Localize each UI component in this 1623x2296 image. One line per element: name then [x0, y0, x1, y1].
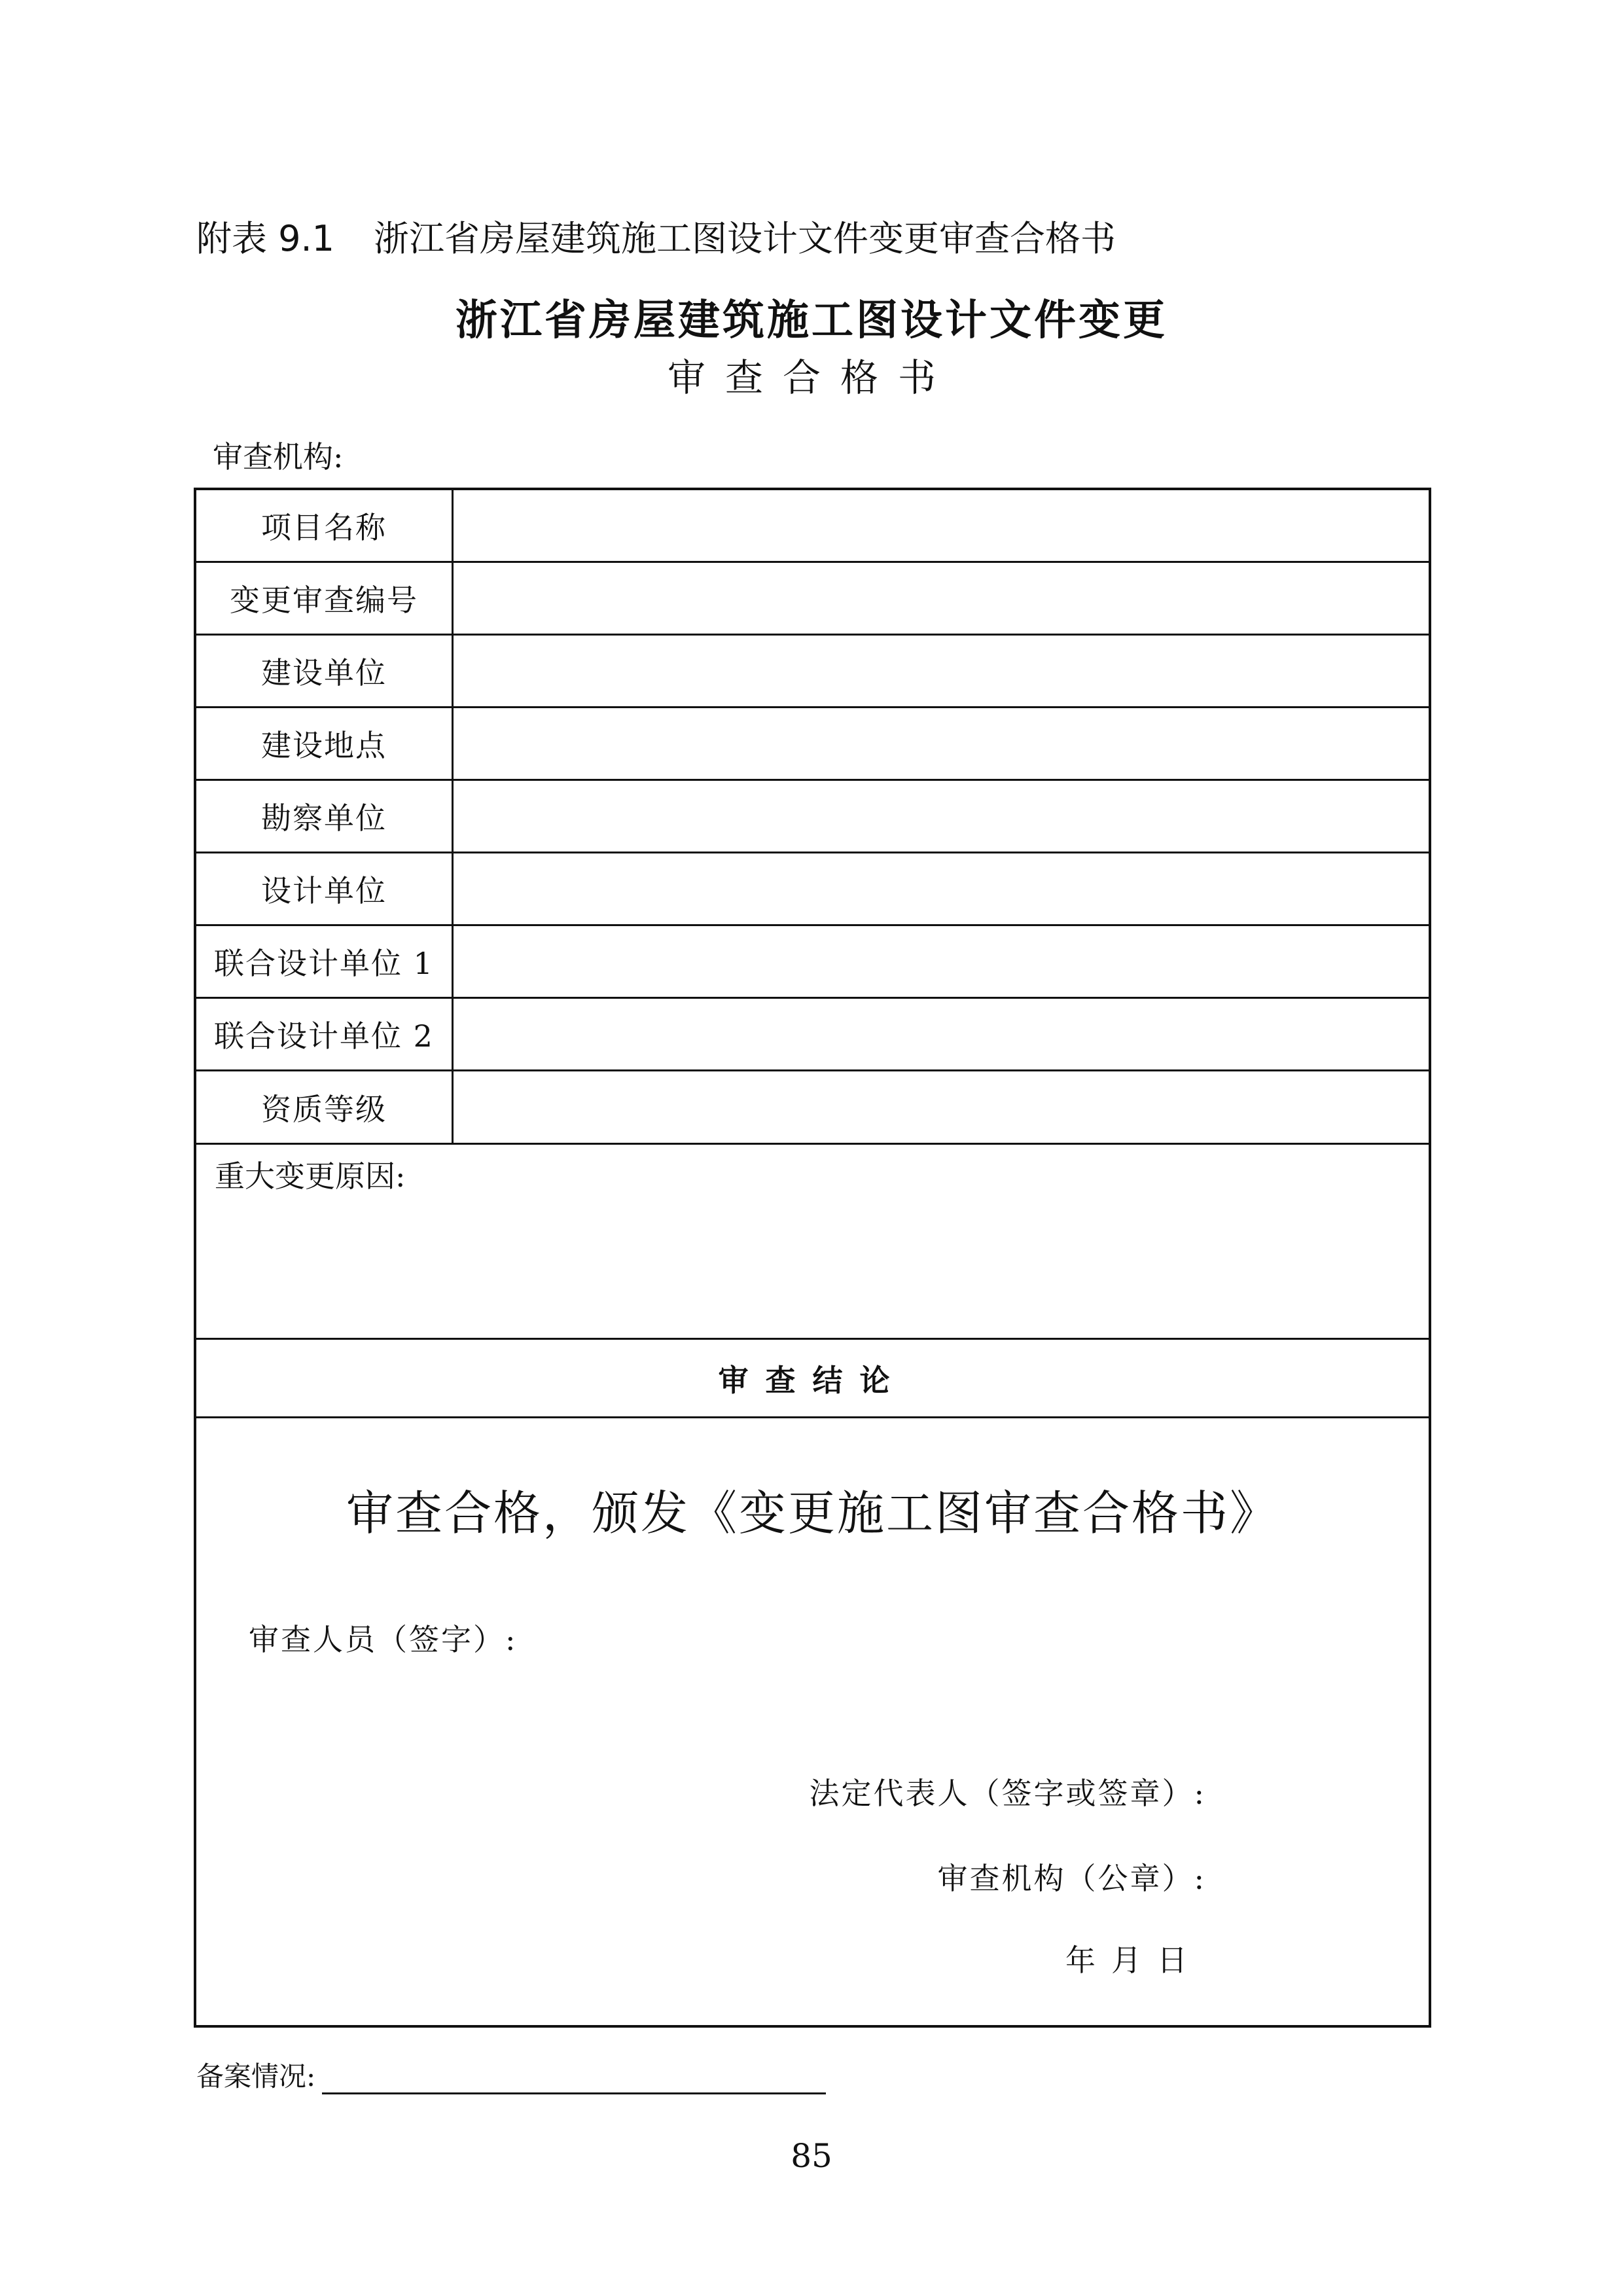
field-value-project-name[interactable]	[454, 490, 1429, 561]
date-label: 年月日	[1065, 1943, 1203, 1978]
appendix-label: 附表 9.1	[196, 218, 335, 259]
page-number: 85	[791, 2137, 832, 2175]
field-row-survey-unit	[196, 781, 1429, 853]
legal-representative-signature-label: 法定代表人（签字或签章）:	[809, 1776, 1206, 1811]
filing-status	[196, 2055, 826, 2094]
field-label: 联合设计单位 1	[196, 926, 454, 997]
review-org-label: 审查机构:	[213, 439, 344, 475]
appendix-heading	[196, 211, 1116, 261]
field-value-design-unit[interactable]	[454, 853, 1429, 924]
field-label: 变更审查编号	[196, 563, 454, 634]
review-org-seal-label: 审查机构（公章）:	[937, 1861, 1206, 1896]
field-label: 联合设计单位 2	[196, 999, 454, 1069]
filing-status-line[interactable]	[322, 2062, 826, 2094]
field-row-design-unit	[196, 853, 1429, 926]
field-value-survey-unit[interactable]	[454, 781, 1429, 852]
field-value-joint-design-unit-2[interactable]	[454, 999, 1429, 1069]
field-row-qualification-grade	[196, 1071, 1429, 1145]
certificate-form	[194, 488, 1431, 2028]
field-row-joint-design-unit-1	[196, 926, 1429, 999]
field-row-construction-unit	[196, 636, 1429, 708]
review-conclusion-header: 审查结论	[196, 1340, 1429, 1418]
field-row-construction-site	[196, 708, 1429, 781]
reviewer-signature-label: 审查人员（签字）:	[249, 1622, 518, 1657]
major-change-reason-label: 重大变更原因:	[215, 1158, 406, 1194]
field-value-construction-unit[interactable]	[454, 636, 1429, 706]
field-row-joint-design-unit-2	[196, 999, 1429, 1071]
filing-status-label: 备案情况:	[196, 2060, 316, 2092]
appendix-title: 浙江省房屋建筑施工图设计文件变更审查合格书	[374, 218, 1116, 259]
review-verdict: 审查合格，颁发《变更施工图审查合格书》	[346, 1486, 1279, 1541]
field-label: 设计单位	[196, 853, 454, 924]
document-title: 浙江省房屋建筑施工图设计文件变更	[455, 296, 1168, 345]
field-label: 勘察单位	[196, 781, 454, 852]
field-value-qualification-grade[interactable]	[454, 1071, 1429, 1143]
field-label: 建设单位	[196, 636, 454, 706]
field-value-construction-site[interactable]	[454, 708, 1429, 779]
field-label: 建设地点	[196, 708, 454, 779]
field-row-project-name	[196, 490, 1429, 563]
field-label: 项目名称	[196, 490, 454, 561]
major-change-reason-box[interactable]	[196, 1145, 1429, 1340]
document-subtitle: 审查合格书	[667, 355, 955, 400]
field-label: 资质等级	[196, 1071, 454, 1143]
field-value-change-review-number[interactable]	[454, 563, 1429, 634]
field-row-change-review-number	[196, 563, 1429, 636]
field-value-joint-design-unit-1[interactable]	[454, 926, 1429, 997]
